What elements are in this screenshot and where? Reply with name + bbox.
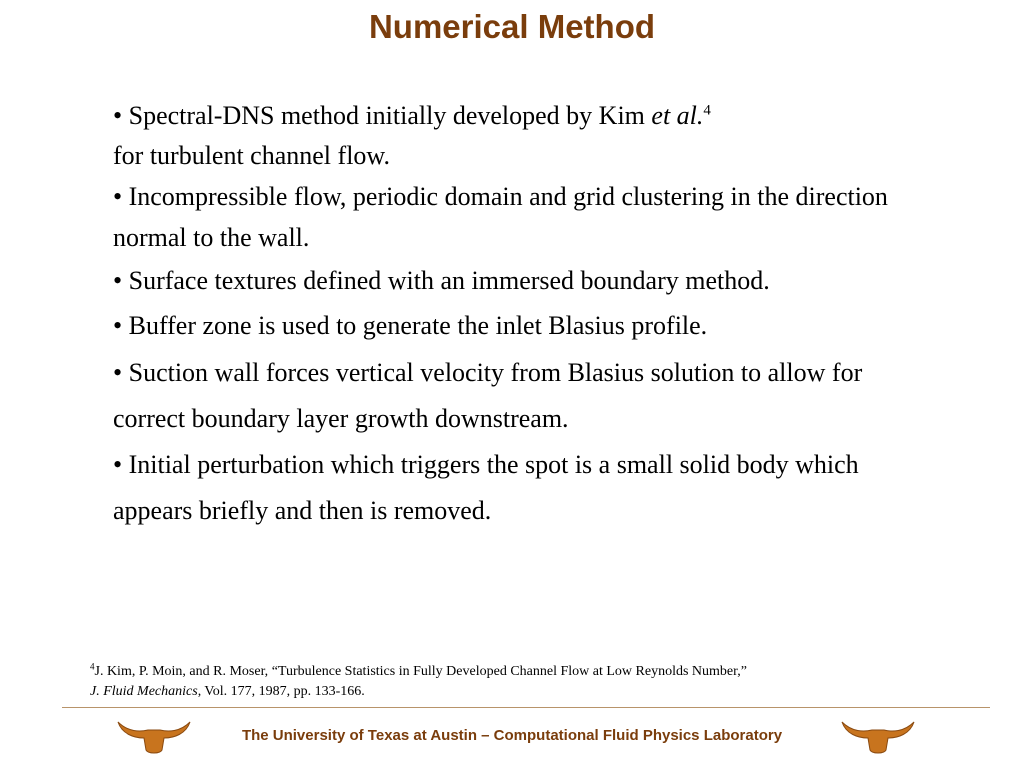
citation-superscript: 4 [703, 102, 711, 119]
bullet-item: • Surface textures defined with an immersed boundary method. [113, 266, 770, 295]
slide-title: Numerical Method [368, 8, 656, 45]
reference-title: Turbulence Statistics in Fully Developed Channel Flow at Low Reynolds Number, [277, 664, 741, 679]
bullet-item: • Buffer zone is used to generate the inlet Blasius profile. [113, 311, 708, 340]
reference-footnote [90, 662, 970, 702]
footer-divider [62, 707, 990, 708]
bullet-item: • Suction wall forces vertical velocity from Blasius solution to allow for correct boundary layer growth downstream. [113, 358, 863, 433]
reference-details: , Vol. 177, 1987, pp. 133-166. [197, 684, 365, 699]
bullet-text-continued: for turbulent channel flow. [113, 141, 390, 170]
bullet-item: • Initial perturbation which triggers the spot is a small solid body which appears briefly and then is removed. [113, 450, 859, 525]
bullet-text: • Spectral-DNS method initially developed by Kim [113, 101, 652, 130]
reference-journal: J. Fluid Mechanics [90, 684, 198, 699]
footer-text: The University of Texas at Austin – Computational Fluid Physics Laboratory [241, 727, 783, 744]
longhorn-icon [840, 716, 916, 756]
close-quote: ” [740, 664, 747, 679]
bullet-item [113, 96, 933, 176]
bullet-item: • Incompressible flow, periodic domain and grid clustering in the direction normal to the wall. [113, 182, 888, 252]
et-al-text: et al. [651, 101, 704, 130]
reference-authors: J. Kim, P. Moin, and R. Moser, [94, 664, 272, 679]
bullet-list [113, 96, 933, 534]
open-quote: “ [271, 664, 278, 679]
reference-number: 4 [90, 661, 95, 672]
